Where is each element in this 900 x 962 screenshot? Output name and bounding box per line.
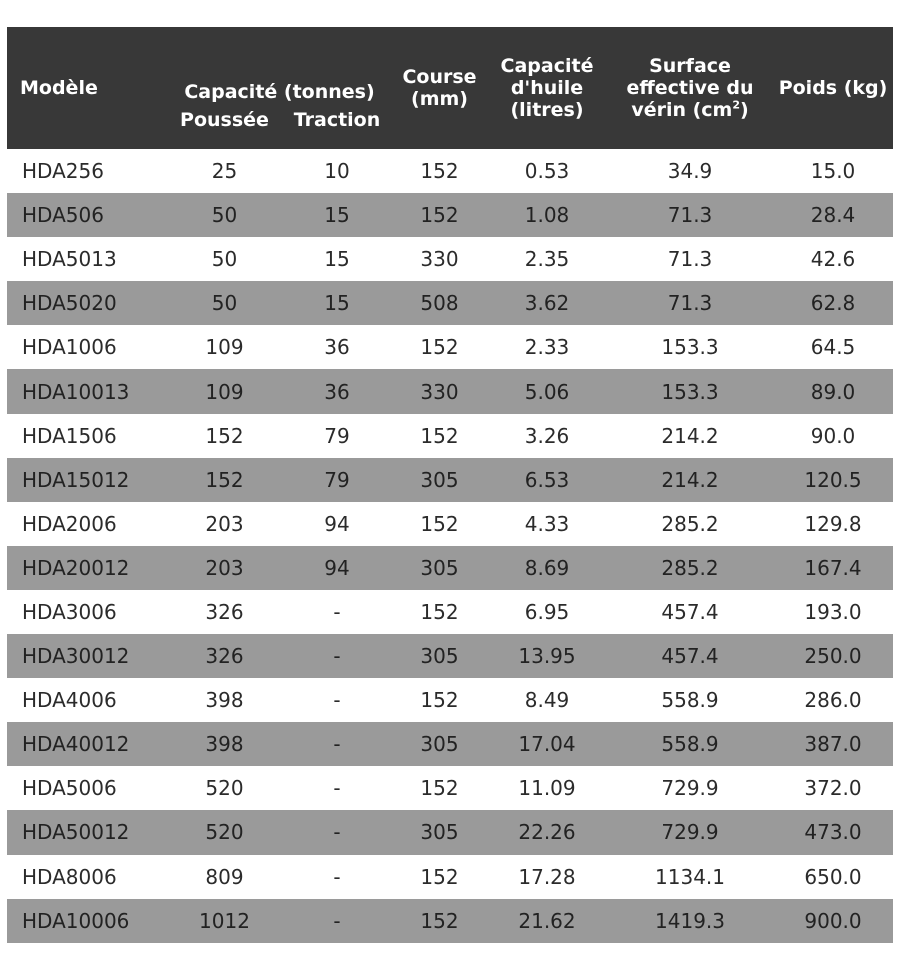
cell-area: 1134.1 <box>607 855 773 899</box>
cell-pull: - <box>282 766 392 810</box>
cell-stroke: 508 <box>392 281 487 325</box>
cell-model: HDA506 <box>7 193 167 237</box>
table-row <box>7 810 893 854</box>
cell-oil: 4.33 <box>487 502 607 546</box>
cell-weight: 90.0 <box>773 414 893 458</box>
header-model: Modèle <box>7 27 167 149</box>
cell-area: 214.2 <box>607 458 773 502</box>
header-effective-area-close: ) <box>740 99 749 121</box>
table-row <box>7 369 893 413</box>
cell-oil: 22.26 <box>487 810 607 854</box>
cell-model: HDA8006 <box>7 855 167 899</box>
cell-weight: 650.0 <box>773 855 893 899</box>
table-row <box>7 855 893 899</box>
cell-push: 520 <box>167 810 282 854</box>
cell-push: 520 <box>167 766 282 810</box>
cell-model: HDA4006 <box>7 678 167 722</box>
cell-weight: 372.0 <box>773 766 893 810</box>
cell-model: HDA20012 <box>7 546 167 590</box>
cell-push: 326 <box>167 590 282 634</box>
cell-pull: - <box>282 810 392 854</box>
cell-model: HDA256 <box>7 149 167 193</box>
cell-oil: 21.62 <box>487 899 607 943</box>
cell-oil: 6.53 <box>487 458 607 502</box>
cell-model: HDA15012 <box>7 458 167 502</box>
cell-area: 71.3 <box>607 193 773 237</box>
cell-pull: 10 <box>282 149 392 193</box>
cell-weight: 286.0 <box>773 678 893 722</box>
cell-weight: 387.0 <box>773 722 893 766</box>
cell-stroke: 152 <box>392 325 487 369</box>
cell-pull: - <box>282 855 392 899</box>
cell-area: 214.2 <box>607 414 773 458</box>
table-row <box>7 899 893 943</box>
cell-stroke: 152 <box>392 899 487 943</box>
cell-pull: 79 <box>282 458 392 502</box>
cell-stroke: 305 <box>392 546 487 590</box>
cell-pull: - <box>282 722 392 766</box>
cell-stroke: 305 <box>392 810 487 854</box>
cell-pull: - <box>282 634 392 678</box>
header-push: Poussée <box>167 107 282 149</box>
table-row <box>7 414 893 458</box>
cell-model: HDA5013 <box>7 237 167 281</box>
cell-area: 34.9 <box>607 149 773 193</box>
header-pull: Traction <box>282 107 392 149</box>
cell-pull: 36 <box>282 369 392 413</box>
cell-oil: 13.95 <box>487 634 607 678</box>
cell-stroke: 152 <box>392 502 487 546</box>
cell-push: 809 <box>167 855 282 899</box>
cell-model: HDA10013 <box>7 369 167 413</box>
cell-oil: 11.09 <box>487 766 607 810</box>
cell-pull: 94 <box>282 502 392 546</box>
cell-weight: 250.0 <box>773 634 893 678</box>
cell-stroke: 330 <box>392 237 487 281</box>
header-weight: Poids (kg) <box>773 27 893 149</box>
cell-model: HDA2006 <box>7 502 167 546</box>
spec-table <box>7 27 893 943</box>
cell-push: 152 <box>167 414 282 458</box>
cell-pull: - <box>282 590 392 634</box>
cell-model: HDA30012 <box>7 634 167 678</box>
table-row <box>7 546 893 590</box>
cell-oil: 3.62 <box>487 281 607 325</box>
cell-model: HDA50012 <box>7 810 167 854</box>
cell-weight: 473.0 <box>773 810 893 854</box>
cell-push: 152 <box>167 458 282 502</box>
cell-model: HDA40012 <box>7 722 167 766</box>
cell-area: 71.3 <box>607 237 773 281</box>
cell-stroke: 305 <box>392 458 487 502</box>
cell-oil: 6.95 <box>487 590 607 634</box>
table-row <box>7 193 893 237</box>
header-effective-area-sup: 2 <box>732 98 741 112</box>
cell-push: 25 <box>167 149 282 193</box>
cell-weight: 42.6 <box>773 237 893 281</box>
table-row <box>7 325 893 369</box>
table-row <box>7 458 893 502</box>
cell-area: 71.3 <box>607 281 773 325</box>
cell-oil: 5.06 <box>487 369 607 413</box>
cell-model: HDA5006 <box>7 766 167 810</box>
cell-oil: 2.35 <box>487 237 607 281</box>
cell-weight: 167.4 <box>773 546 893 590</box>
cell-stroke: 152 <box>392 193 487 237</box>
cell-stroke: 330 <box>392 369 487 413</box>
header-oil-capacity: Capacité d'huile (litres) <box>487 27 607 149</box>
table-header <box>7 27 893 149</box>
cell-push: 398 <box>167 678 282 722</box>
header-effective-area <box>607 27 773 149</box>
table-row <box>7 634 893 678</box>
cell-pull: - <box>282 899 392 943</box>
cell-weight: 28.4 <box>773 193 893 237</box>
table-row <box>7 149 893 193</box>
cell-weight: 62.8 <box>773 281 893 325</box>
cell-area: 729.9 <box>607 810 773 854</box>
table-row <box>7 237 893 281</box>
cell-oil: 17.28 <box>487 855 607 899</box>
table-row <box>7 722 893 766</box>
cell-area: 558.9 <box>607 678 773 722</box>
table-row <box>7 590 893 634</box>
cell-pull: 79 <box>282 414 392 458</box>
cell-area: 153.3 <box>607 369 773 413</box>
cell-push: 50 <box>167 281 282 325</box>
cell-weight: 89.0 <box>773 369 893 413</box>
cell-stroke: 152 <box>392 149 487 193</box>
table-row <box>7 766 893 810</box>
cell-push: 203 <box>167 546 282 590</box>
cell-oil: 8.49 <box>487 678 607 722</box>
cell-pull: 15 <box>282 281 392 325</box>
cell-push: 109 <box>167 325 282 369</box>
cell-weight: 129.8 <box>773 502 893 546</box>
cell-pull: 15 <box>282 237 392 281</box>
cell-stroke: 305 <box>392 634 487 678</box>
table-row <box>7 678 893 722</box>
cell-area: 153.3 <box>607 325 773 369</box>
header-capacity-group: Capacité (tonnes) <box>167 27 392 107</box>
table-row <box>7 281 893 325</box>
cell-model: HDA1006 <box>7 325 167 369</box>
cell-oil: 8.69 <box>487 546 607 590</box>
cell-push: 326 <box>167 634 282 678</box>
cell-pull: 94 <box>282 546 392 590</box>
cell-weight: 15.0 <box>773 149 893 193</box>
cell-stroke: 152 <box>392 766 487 810</box>
cell-model: HDA3006 <box>7 590 167 634</box>
cell-push: 50 <box>167 237 282 281</box>
cell-weight: 900.0 <box>773 899 893 943</box>
cell-push: 203 <box>167 502 282 546</box>
cell-area: 558.9 <box>607 722 773 766</box>
cell-oil: 2.33 <box>487 325 607 369</box>
cell-oil: 3.26 <box>487 414 607 458</box>
cell-pull: 15 <box>282 193 392 237</box>
cell-area: 457.4 <box>607 590 773 634</box>
cell-area: 457.4 <box>607 634 773 678</box>
cell-area: 1419.3 <box>607 899 773 943</box>
spec-table-container <box>7 27 893 943</box>
cell-area: 285.2 <box>607 546 773 590</box>
cell-weight: 193.0 <box>773 590 893 634</box>
cell-stroke: 152 <box>392 414 487 458</box>
cell-model: HDA1506 <box>7 414 167 458</box>
cell-area: 729.9 <box>607 766 773 810</box>
cell-push: 398 <box>167 722 282 766</box>
cell-stroke: 152 <box>392 855 487 899</box>
cell-pull: 36 <box>282 325 392 369</box>
cell-weight: 64.5 <box>773 325 893 369</box>
header-stroke: Course (mm) <box>392 27 487 149</box>
cell-push: 50 <box>167 193 282 237</box>
cell-stroke: 152 <box>392 590 487 634</box>
cell-pull: - <box>282 678 392 722</box>
cell-push: 1012 <box>167 899 282 943</box>
cell-stroke: 152 <box>392 678 487 722</box>
table-row <box>7 502 893 546</box>
cell-oil: 1.08 <box>487 193 607 237</box>
cell-weight: 120.5 <box>773 458 893 502</box>
cell-push: 109 <box>167 369 282 413</box>
header-effective-area-text: Surface effective du vérin (cm <box>626 55 754 121</box>
cell-oil: 17.04 <box>487 722 607 766</box>
cell-area: 285.2 <box>607 502 773 546</box>
cell-stroke: 305 <box>392 722 487 766</box>
table-body <box>7 149 893 943</box>
cell-model: HDA10006 <box>7 899 167 943</box>
cell-model: HDA5020 <box>7 281 167 325</box>
cell-oil: 0.53 <box>487 149 607 193</box>
